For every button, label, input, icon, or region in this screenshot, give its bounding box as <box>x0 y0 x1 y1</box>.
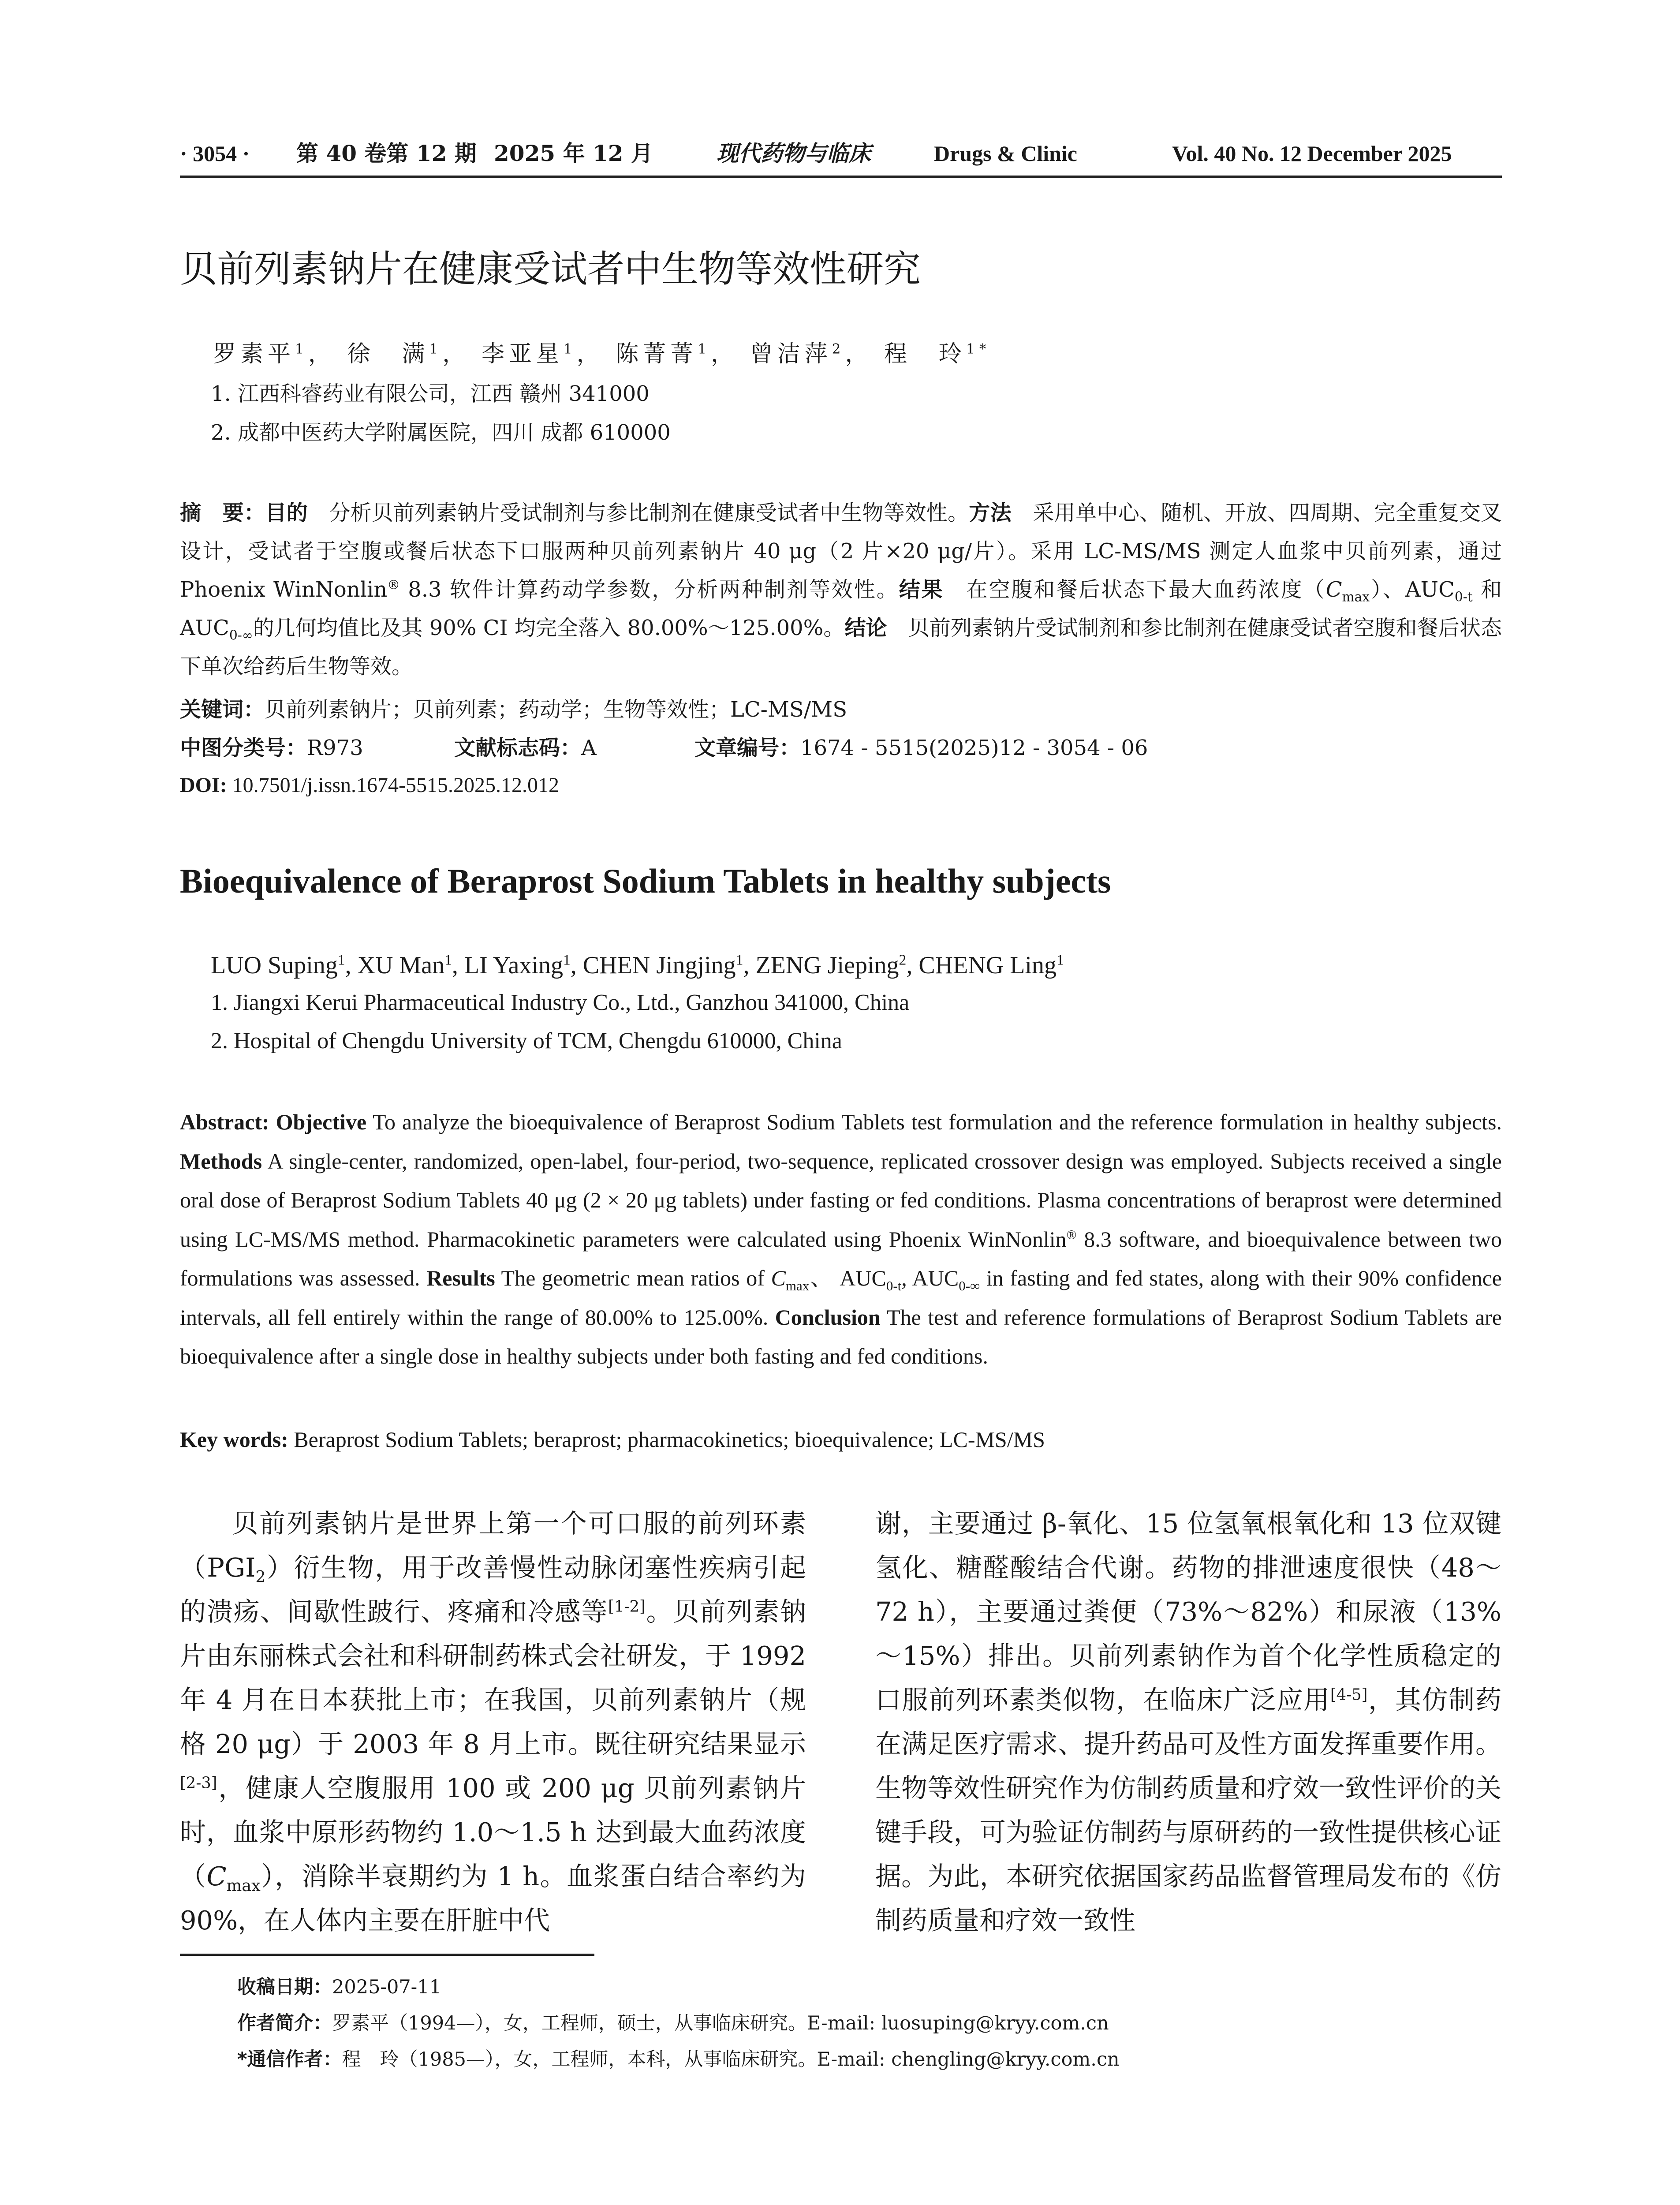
author-affil-mark: 1 <box>563 341 577 357</box>
journal-name-cn: 现代药物与临床 <box>717 140 871 166</box>
affiliation-en-2: 2. Hospital of Chengdu University of TCM, Chengdu 610000, China <box>211 1028 842 1054</box>
clc-code: R973 <box>307 736 363 760</box>
affiliation-cn-1: 1. 江西科睿药业有限公司，江西 赣州 341000 <box>211 381 650 406</box>
abstract-label-cn: 摘 要： <box>180 501 265 525</box>
author-en: ZENG Jieping <box>755 952 899 979</box>
affiliation-cn-2: 2. 成都中医药大学附属医院，四川 成都 610000 <box>211 420 671 445</box>
keywords-cn: 关键词：贝前列素钠片；贝前列素；药动学；生物等效性；LC-MS/MS <box>180 697 847 722</box>
volume-issue-en: Vol. 40 No. 12 December 2025 <box>1172 141 1452 166</box>
page-number: · 3054 · <box>180 141 250 166</box>
article-number-line: 文章编号：1674 - 5515(2025)12 - 3054 - 06 <box>694 736 1148 760</box>
author-cn: 程 玲 <box>884 341 967 367</box>
author-cn: 曾洁萍 <box>750 341 832 367</box>
volume-issue-cn: 第 40 卷第 12 期 <box>296 140 477 166</box>
author-cn: 罗素平 <box>213 341 295 367</box>
footnote-author: 作者简介：罗素平（1994—），女，工程师，硕士，从事临床研究。E-mail: luosuping@kryy.com.cn <box>237 2012 1109 2034</box>
doi-link[interactable]: 10.7501/j.issn.1674-5515.2025.12.012 <box>227 774 560 797</box>
keywords-label-en: Key words: <box>180 1427 288 1452</box>
author-affil-mark: 2 <box>832 341 845 357</box>
journal-name-en: Drugs & Clinic <box>934 141 1077 166</box>
footnote-rule <box>180 1954 594 1956</box>
affiliation-en-1: 1. Jiangxi Kerui Pharmaceutical Industry Co., Ltd., Ganzhou 341000, China <box>211 990 910 1015</box>
author-list-en: LUO Suping$^1$, XU Man$^1$, LI Yaxing$^1$, CHEN Jingjing$^1$, ZENG Jieping$^2$, CHENG Ling$^1$ <box>211 952 1064 979</box>
author-en: LI Yaxing <box>464 952 563 979</box>
abstract-en: Abstract: Objective To analyze the bioequivalence of Beraprost Sodium Tablets test formulation and the reference formulation in healthy subjects. Methods A single-center, randomized, open-label, four-period, two-sequence, replicated crossover design was employed. Subjects received a single oral dose of Beraprost Sodium Tablets 40 μg (2 × 20 μg tablets) under fasting or fed conditions. Plasma concentrations of beraprost were determined using LC-MS/MS method. Pharmacokinetic parameters were calculated using Phoenix WinNonlin® 8.3 software, and bioequivalence between two formulations was assessed. Results The geometric mean ratios of $C_{max}$、 $AUC_{0-t}$, $AUC_{0-\infty}$ in fasting and fed states, along with their 90% confidence intervals, all fell entirely within the range of 80.00% to 125.00%. Conclusion The test and reference formulations of Beraprost Sodium Tablets are bioequivalence after a single dose in healthy subjects under both fasting and fed conditions. <box>180 1110 1502 1368</box>
author-cn: 徐 满 <box>347 341 429 367</box>
date-cn: 2025 年 12 月 <box>494 140 653 166</box>
doc-code: A <box>581 736 597 760</box>
conclusion-label-en: Conclusion <box>775 1304 881 1330</box>
body-column-left: 贝前列素钠片是世界上第一个可口服的前列环素$(PGI_2)$衍生物，用于改善慢性动脉闭塞性疾病引起的溃疡、间歇性跛行、疼痛和冷感等[1-2]。贝前列素钠片由东丽株式会社和科研制药株式会社研发，于 1992 年 4 月在日本获批上市；在我国，贝前列素钠片（规格 20 μg）于 2003 年 8 月上市。既往研究结果显示[2-3]，健康人空腹服用 100 或 200 μg 贝前列素钠片时，血浆中原形药物约 1.0～1.5 h 达到最大血药浓度$(C_{max})$，消除半衰期约为 1 h。血浆蛋白结合率约为 90%，在人体内主要在肝脏中代 <box>180 1508 806 1936</box>
article-title-cn: 贝前列素钠片在健康受试者中生物等效性研究 <box>180 247 921 291</box>
author-en: CHEN Jingjing <box>582 952 736 979</box>
footnote-received: 收稿日期：2025-07-11 <box>237 1976 441 1998</box>
methods-label-en: Methods <box>180 1148 262 1174</box>
abstract-label-en: Abstract: Objective <box>180 1110 367 1134</box>
article-number: 1674 - 5515(2025)12 - 3054 - 06 <box>800 736 1148 760</box>
author-affil-mark: 1 <box>698 341 711 357</box>
header-rule <box>180 176 1502 178</box>
author-en: LUO Suping <box>211 952 338 979</box>
abstract-cn: 摘 要：目的 分析贝前列素钠片受试制剂与参比制剂在健康受试者中生物等效性。方法 采用单中心、随机、开放、四周期、完全重复交叉设计，受试者于空腹或餐后状态下口服两种贝前列素钠片 40 μg（2 片×20 μg/片）。采用 LC-MS/MS 测定人血浆中贝前列素，通过 Phoenix WinNonlin® 8.3 软件计算药动学参数，分析两种制剂等效性。结果 在空腹和餐后状态下最大血药浓度$(C_{max})$、$AUC_{0-t}$ 和 $AUC_{0-\infty}$的几何均值比及其 90% CI 均完全落入 80.00%～125.00%。结论 贝前列素钠片受试制剂和参比制剂在健康受试者空腹和餐后状态下单次给药后生物等效。 <box>180 501 1502 679</box>
results-label-en: Results <box>426 1266 495 1290</box>
doc-code-line: 文献标志码：A <box>454 736 597 760</box>
author-affil-mark: 1 <box>429 341 443 357</box>
keywords-label-cn: 关键词： <box>180 697 265 722</box>
author-en: XU Man <box>357 952 445 979</box>
doi-line <box>180 772 559 799</box>
results-label-cn: 结果 <box>899 577 944 602</box>
author-list-cn: 罗素平$^1$， 徐 满$^1$， 李亚星$^1$， 陈菁菁$^1$， 曾洁萍$^2$， 程 玲$^{1*}$ <box>213 341 991 367</box>
article-title-en: Bioequivalence of Beraprost Sodium Tablets in healthy subjects <box>180 862 1111 900</box>
author-cn: 李亚星 <box>481 341 564 367</box>
classification-line: 中图分类号：R973 <box>180 736 363 760</box>
objective-label-cn: 目的 <box>265 501 308 525</box>
methods-label-cn: 方法 <box>969 501 1012 525</box>
author-en: CHENG Ling <box>918 952 1057 979</box>
footnote-correspondence: *通信作者：程 玲（1985—），女，工程师，本科，从事临床研究。E-mail: chengling@kryy.com.cn <box>237 2048 1120 2070</box>
conclusion-label-cn: 结论 <box>844 616 887 640</box>
doi-label: DOI: <box>180 774 227 797</box>
body-column-right: 谢，主要通过 β-氧化、15 位氢氧根氧化和 13 位双键氢化、糖醛酸结合代谢。药物的排泄速度很快（48～72 h），主要通过粪便（73%～82%）和尿液（13%～15%）排出。贝前列素钠作为首个化学性质稳定的口服前列环素类似物，在临床广泛应用[4-5]，其仿制药在满足医疗需求、提升药品可及性方面发挥重要作用。生物等效性研究作为仿制药质量和疗效一致性评价的关键手段，可为验证仿制药与原研药的一致性提供核心证据。为此，本研究依据国家药品监督管理局发布的《仿制药质量和疗效一致性 <box>875 1508 1501 1936</box>
author-affil-mark: 1 <box>295 341 308 357</box>
citation[interactable]: [2-3] <box>180 1774 217 1792</box>
citation[interactable]: [4-5] <box>1330 1686 1368 1704</box>
author-affil-mark: 1* <box>966 341 991 357</box>
citation[interactable]: [1-2] <box>608 1597 646 1616</box>
author-cn: 陈菁菁 <box>616 341 698 367</box>
keywords-en: Key words: Beraprost Sodium Tablets; beraprost; pharmacokinetics; bioequivalence; LC-MS/MS <box>180 1427 1045 1452</box>
